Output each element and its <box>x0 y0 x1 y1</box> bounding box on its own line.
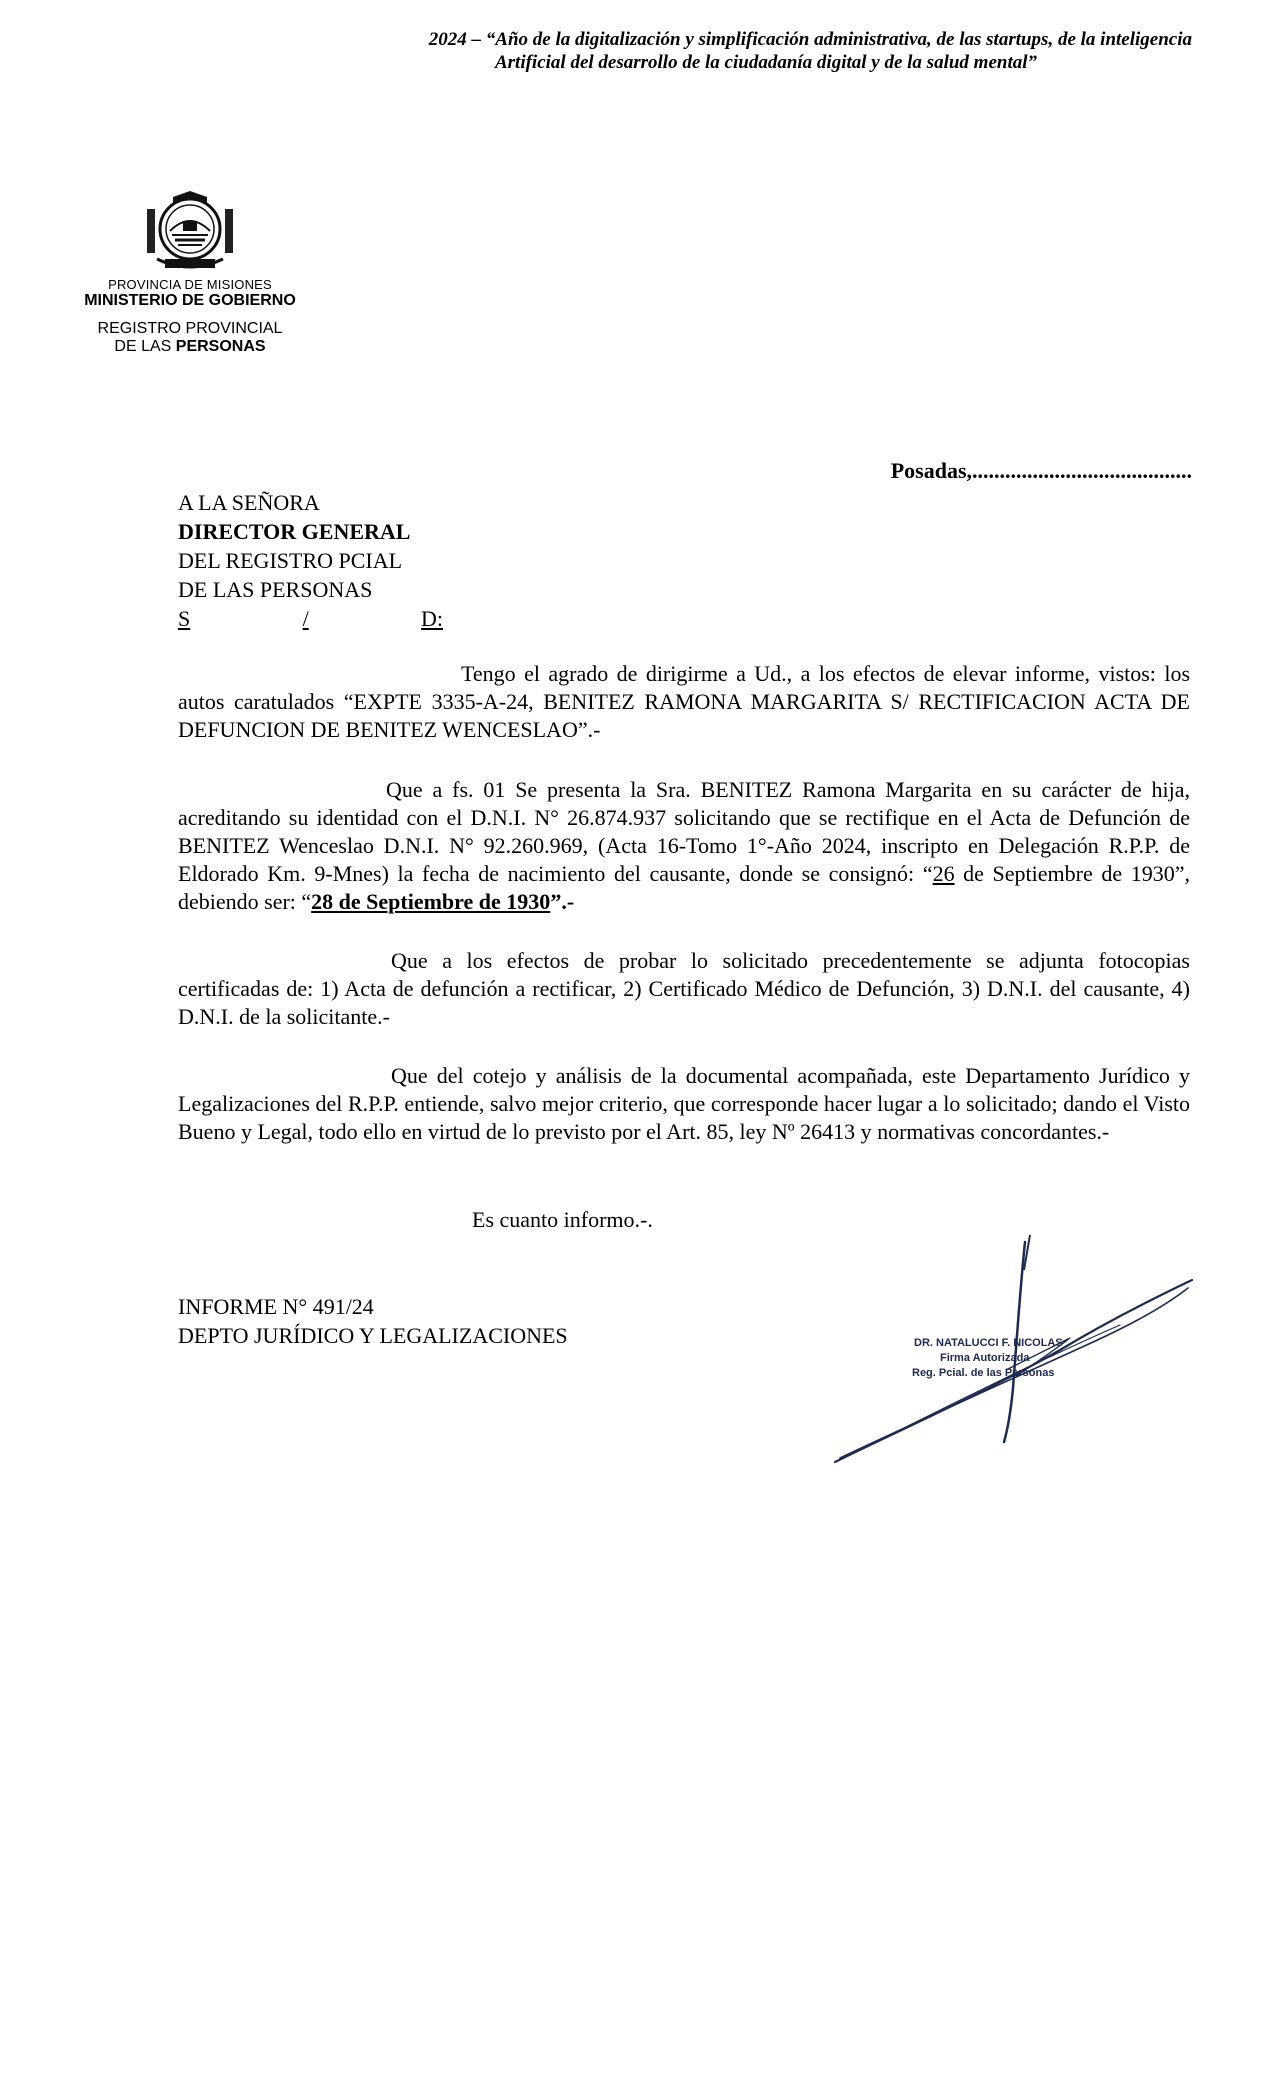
institution-logo-block <box>65 185 315 356</box>
report-reference <box>178 1292 568 1350</box>
paragraph-closing: Es cuanto informo.-. <box>472 1207 653 1232</box>
addressee-line-3: DEL REGISTRO PCIAL <box>178 548 403 573</box>
authorization-stamp <box>910 1336 1100 1381</box>
stamp-office: Reg. Pcial. de las Personas <box>912 1367 1055 1379</box>
sd-s: S <box>178 606 191 631</box>
addressee-line-4: DE LAS PERSONAS <box>178 577 373 602</box>
org-registry: REGISTRO PROVINCIAL <box>97 320 283 337</box>
paragraph-4: Que del cotejo y análisis de la documental acompañada, este Departamento Jurídico y Legalizaciones del R.P.P. entiende, salvo mejor criterio, que corresponde hacer lugar a lo solicitado; dando el Visto Bueno y Legal, todo ello en virtud de lo previsto por el Art. 85, ley Nº 26413 y normativas concordantes.- <box>178 1063 1190 1144</box>
org-de-las: DE LAS <box>114 338 172 355</box>
addressee-line-1: A LA SEÑORA <box>178 490 320 515</box>
department-name: DEPTO JURÍDICO Y LEGALIZACIONES <box>178 1323 568 1348</box>
misiones-seal-icon <box>145 185 235 271</box>
stamp-title: Firma Autorizada <box>940 1352 1030 1364</box>
paragraph-2-end: ”.- <box>550 889 575 914</box>
org-registry-line2 <box>65 338 315 356</box>
addressee-block <box>178 488 478 633</box>
place-date: Posadas,........................................ <box>890 458 1192 483</box>
correct-date: 28 de Septiembre de 1930 <box>311 889 551 914</box>
recorded-day: 26 <box>932 861 955 886</box>
paragraph-1: Tengo el agrado de dirigirme a Ud., a los efectos de elevar informe, vistos: los autos caratulados “EXPTE 3335-A-24, BENITEZ RAMONA MARGARITA S/ RECTIFICACION ACTA DE DEFUNCION DE BENITEZ WENCESLAO”.- <box>178 661 1190 742</box>
paragraph-2-text: Que a fs. 01 Se presenta la Sra. BENITEZ Ramona Margarita en su carácter de hija, acreditando su identidad con el D.N.I. N° 26.874.937 solicitando que se rectifique en el Acta de Defunción de BENITEZ Wenceslao D.N.I. N° 92.260.969, (Acta 16-Tomo 1°-Año 2024, inscripto en Delegación R.P.P. de Eldorado Km. 9-Mnes) la fecha de nacimiento del causante, donde se consignó: “ <box>178 777 1190 886</box>
org-province: PROVINCIA DE MISIONES <box>108 277 272 292</box>
addressee-line-2: DIRECTOR GENERAL <box>178 519 411 544</box>
header-motto <box>300 28 1192 74</box>
motto-line-1: 2024 – “Año de la digitalización y simplificación administrativa, de las startups, de la inteligencia <box>428 29 1192 50</box>
paragraph-3: Que a los efectos de probar lo solicitado precedentemente se adjunta fotocopias certificadas de: 1) Acta de defunción a rectificar, 2) Certificado Médico de Defunción, 3) D.N.I. del causante, 4) D.N.I. de la solicitante.- <box>178 948 1190 1029</box>
paragraph-2 <box>178 776 1190 916</box>
org-personas: PERSONAS <box>175 338 266 355</box>
motto-line-2: Artificial del desarrollo de la ciudadanía digital y de la salud mental” <box>494 52 1038 73</box>
sd-slash: / <box>302 606 309 631</box>
org-ministry: MINISTERIO DE GOBIERNO <box>84 292 296 309</box>
sd-d: D: <box>421 606 443 631</box>
paragraph-2-text-b: de Septiembre de 1930”, debiendo ser: “ <box>178 861 1190 914</box>
report-number: INFORME N° 491/24 <box>178 1294 374 1319</box>
stamp-name: DR. NATALUCCI F. NICOLAS <box>914 1337 1063 1349</box>
addressee-sd <box>178 604 443 633</box>
